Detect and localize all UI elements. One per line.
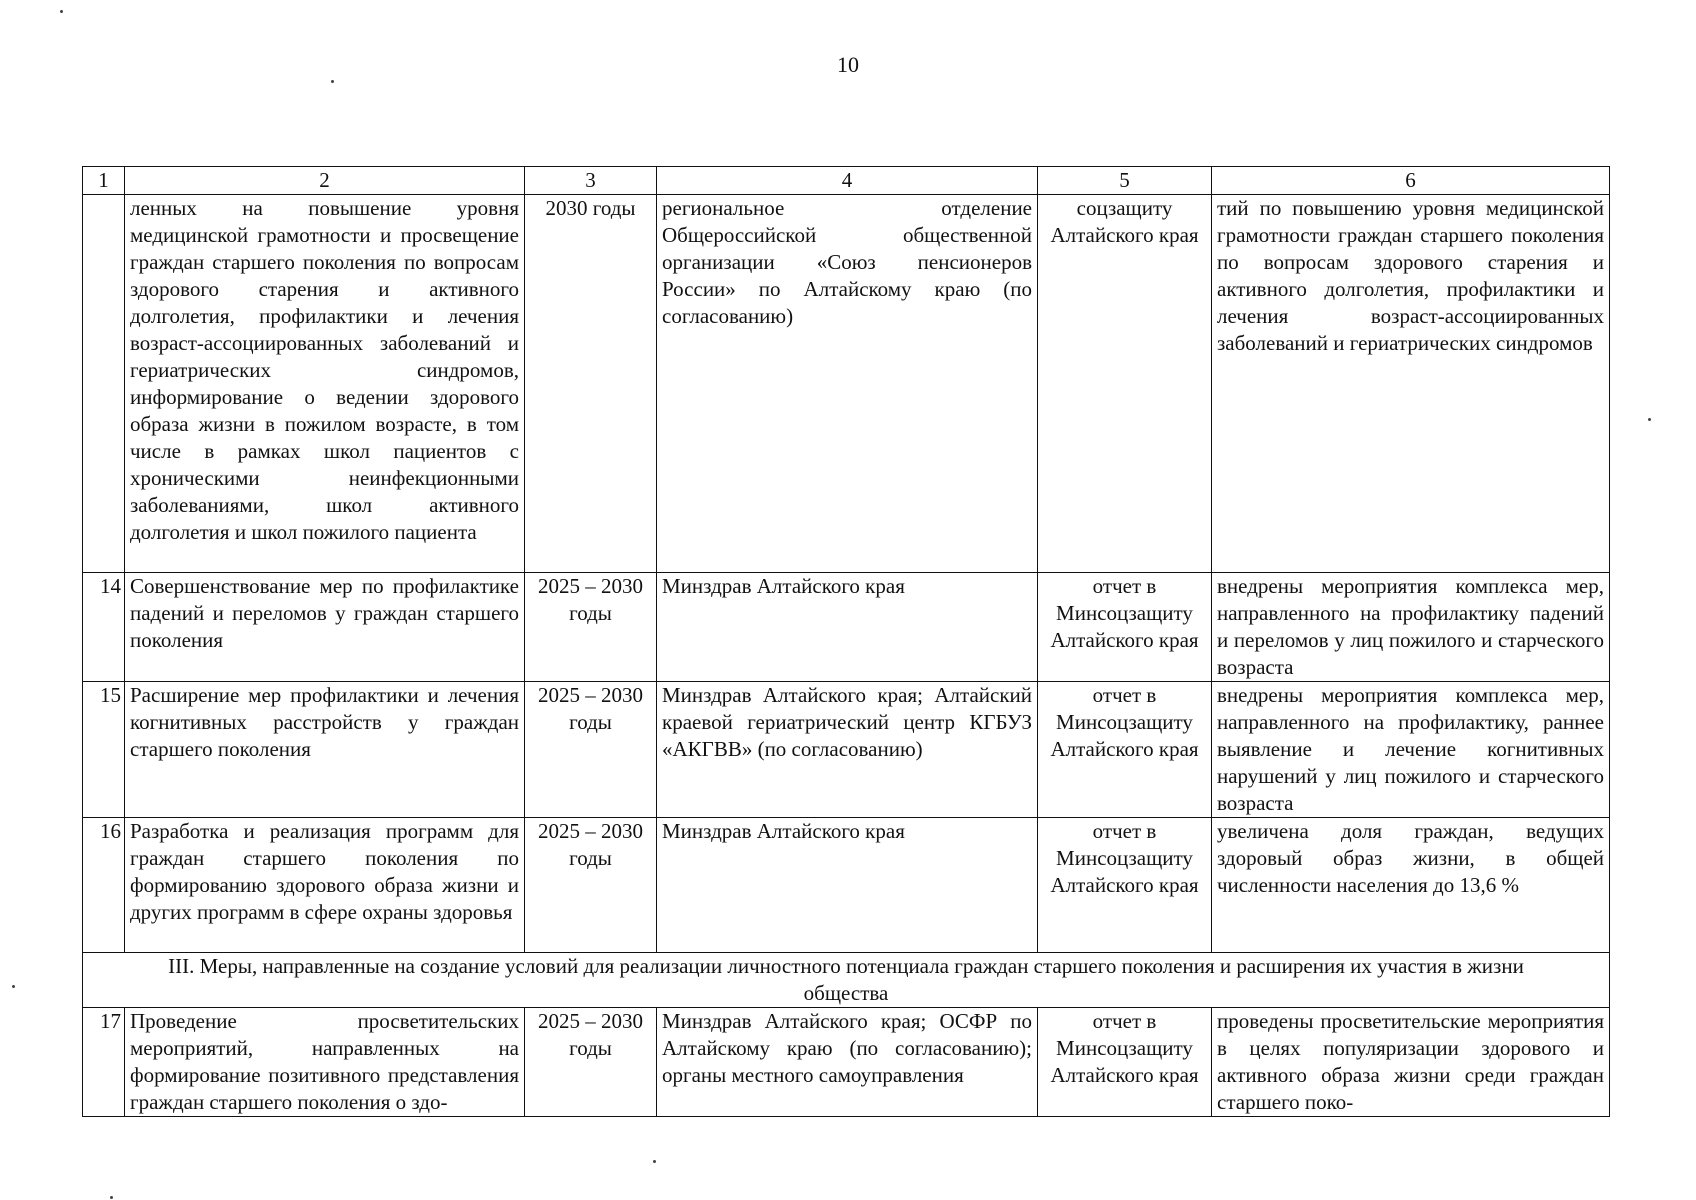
column-header: 2 — [125, 167, 525, 195]
table-row — [83, 682, 1610, 818]
result-cell: тий по повышению уровня медицинской грамотности граждан старшего поколения по вопросам здорового старения и активного долголетия, профилактики и лечения возраст-ассоциированных заболеваний и гериатрических синдромов — [1212, 195, 1610, 573]
scan-speck — [331, 80, 334, 83]
table-row — [83, 1008, 1610, 1117]
scan-speck — [60, 10, 63, 13]
activity-plan-table — [82, 166, 1610, 1117]
report-cell: отчет в Минсоцзащиту Алтайского края — [1038, 818, 1212, 953]
term-cell: 2025 – 2030 годы — [525, 573, 657, 682]
measure-cell: Совершенствование мер по профилактике падений и переломов у граждан старшего поколения — [125, 573, 525, 682]
table-row — [83, 573, 1610, 682]
measure-cell: Проведение просветительских мероприятий, направленных на формирование позитивного представления граждан старшего поколения о здо- — [125, 1008, 525, 1117]
column-header: 6 — [1212, 167, 1610, 195]
term-cell: 2025 – 2030 годы — [525, 682, 657, 818]
column-header: 3 — [525, 167, 657, 195]
term-cell: 2025 – 2030 годы — [525, 818, 657, 953]
executor-cell: Минздрав Алтайского края; ОСФР по Алтайскому краю (по согласованию); органы местного самоуправления — [657, 1008, 1038, 1117]
row-number: 15 — [83, 682, 125, 818]
scan-speck — [653, 1160, 656, 1163]
term-cell: 2030 годы — [525, 195, 657, 573]
report-cell: отчет в Минсоцзащиту Алтайского края — [1038, 573, 1212, 682]
table-row — [83, 195, 1610, 573]
term-cell: 2025 – 2030 годы — [525, 1008, 657, 1117]
measure-cell: ленных на повышение уровня медицинской грамотности и просвещение граждан старшего поколения по вопросам здорового старения и активного долголетия, профилактики и лечения возраст-ассоциированных заболеваний и гериатрических синдромов, информирование о ведении здорового образа жизни в пожилом возрасте, в том числе в рамках школ пациентов с хроническими неинфекционными заболеваниями, школ активного долголетия и школ пожилого пациента — [125, 195, 525, 573]
scan-speck — [12, 985, 15, 988]
scan-speck — [110, 1196, 113, 1199]
column-header: 4 — [657, 167, 1038, 195]
result-cell: внедрены мероприятия комплекса мер, направленного на профилактику, раннее выявление и лечение когнитивных нарушений у лиц пожилого и старческого возраста — [1212, 682, 1610, 818]
report-cell: отчет в Минсоцзащиту Алтайского края — [1038, 682, 1212, 818]
column-header: 5 — [1038, 167, 1212, 195]
executor-cell: Минздрав Алтайского края — [657, 818, 1038, 953]
scan-speck — [1648, 418, 1651, 421]
page-number: 10 — [837, 52, 859, 77]
report-cell: соцзащиту Алтайского края — [1038, 195, 1212, 573]
executor-cell: региональное отделение Общероссийской общественной организации «Союз пенсионеров России» по Алтайскому краю (по согласованию) — [657, 195, 1038, 573]
result-cell: внедрены мероприятия комплекса мер, направленного на профилактику падений и переломов у лиц пожилого и старческого возраста — [1212, 573, 1610, 682]
result-cell: проведены просветительские мероприятия в целях популяризации здорового и активного образа жизни среди граждан старшего поко- — [1212, 1008, 1610, 1117]
column-number-row — [83, 167, 1610, 195]
result-cell: увеличена доля граждан, ведущих здоровый образ жизни, в общей численности населения до 13,6 % — [1212, 818, 1610, 953]
measure-cell: Разработка и реализация программ для граждан старшего поколения по формированию здорового образа жизни и других программ в сфере охраны здоровья — [125, 818, 525, 953]
row-number: 17 — [83, 1008, 125, 1117]
table-row — [83, 818, 1610, 953]
section-heading-row — [83, 953, 1610, 1008]
row-number — [83, 195, 125, 573]
section-heading: III. Меры, направленные на создание условий для реализации личностного потенциала граждан старшего поколения и расширения их участия в жизни общества — [83, 953, 1610, 1008]
executor-cell: Минздрав Алтайского края; Алтайский краевой гериатрический центр КГБУЗ «АКГВВ» (по согласованию) — [657, 682, 1038, 818]
column-header: 1 — [83, 167, 125, 195]
executor-cell: Минздрав Алтайского края — [657, 573, 1038, 682]
report-cell: отчет в Минсоцзащиту Алтайского края — [1038, 1008, 1212, 1117]
measure-cell: Расширение мер профилактики и лечения когнитивных расстройств у граждан старшего поколения — [125, 682, 525, 818]
row-number: 14 — [83, 573, 125, 682]
row-number: 16 — [83, 818, 125, 953]
